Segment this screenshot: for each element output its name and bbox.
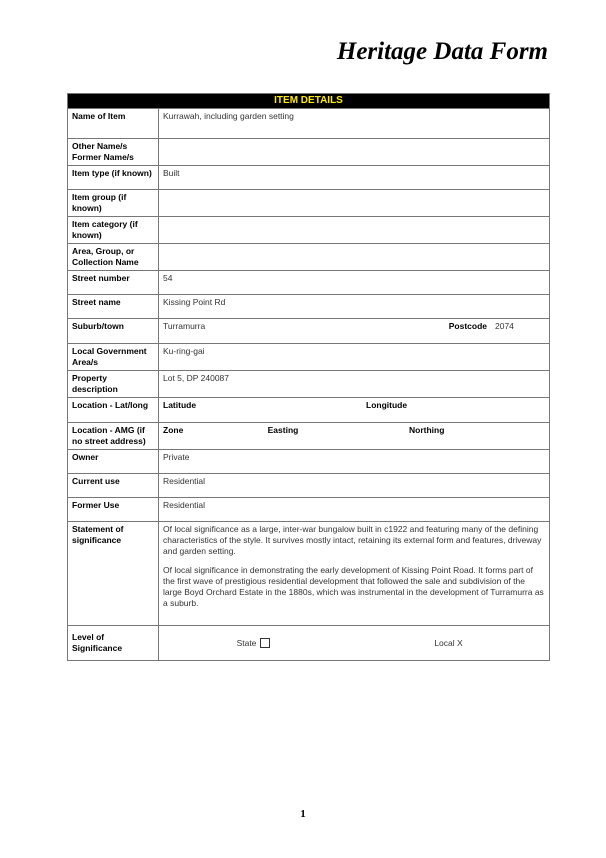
current-use-label: Current use bbox=[68, 474, 159, 498]
postcode-value: 2074 bbox=[495, 321, 514, 331]
longitude-label: Longitude bbox=[366, 400, 408, 410]
statement-para-2: Of local significance in demonstrating the early development of Kissing Point Road. It forms part of the first wave of prestigious residential development that followed the sale and subdivision of the large Boyd Orchard Estate in the 1880s, which was instrumental in the development of Turramurra as a suburb. bbox=[163, 565, 544, 608]
street-number-value: 54 bbox=[159, 271, 550, 295]
latitude-label: Latitude bbox=[163, 400, 197, 410]
former-use-value: Residential bbox=[159, 498, 550, 522]
statement-value bbox=[159, 522, 550, 626]
easting-value bbox=[317, 423, 405, 447]
northing-value bbox=[458, 423, 549, 447]
level-label: Level of Significance bbox=[68, 626, 159, 661]
northing-label: Northing bbox=[409, 425, 445, 435]
former-use-label: Former Use bbox=[68, 498, 159, 522]
current-use-value: Residential bbox=[159, 474, 550, 498]
street-number-label: Street number bbox=[68, 271, 159, 295]
longitude-value bbox=[415, 398, 549, 422]
area-group-label: Area, Group, or Collection Name bbox=[68, 244, 159, 271]
page-number: 1 bbox=[300, 808, 306, 820]
postcode-label: Postcode bbox=[448, 321, 487, 331]
name-of-item-value: Kurrawah, including garden setting bbox=[159, 109, 550, 139]
suburb-value: Turramurra bbox=[163, 321, 206, 331]
other-names-label: Other Name/s Former Name/s bbox=[68, 139, 159, 166]
state-option bbox=[159, 626, 348, 660]
state-label: State bbox=[236, 637, 257, 648]
area-group-value bbox=[159, 244, 550, 271]
form-title: Heritage Data Form bbox=[336, 38, 548, 65]
item-category-value bbox=[159, 217, 550, 244]
item-group-value bbox=[159, 190, 550, 217]
local-option: Local X bbox=[434, 637, 463, 648]
zone-value bbox=[209, 423, 249, 447]
lga-label: Local Government Area/s bbox=[68, 344, 159, 371]
latitude-value bbox=[209, 398, 362, 422]
lga-value: Ku-ring-gai bbox=[159, 344, 550, 371]
owner-value: Private bbox=[159, 450, 550, 474]
state-checkbox[interactable] bbox=[260, 638, 270, 648]
street-name-value: Kissing Point Rd bbox=[159, 295, 550, 319]
item-group-label: Item group (if known) bbox=[68, 190, 159, 217]
statement-label: Statement of significance bbox=[68, 522, 159, 626]
name-of-item-label: Name of Item bbox=[68, 109, 159, 139]
item-type-value: Built bbox=[159, 166, 550, 190]
location-latlong-label: Location - Lat/long bbox=[68, 398, 159, 423]
item-type-label: Item type (if known) bbox=[68, 166, 159, 190]
item-category-label: Item category (if known) bbox=[68, 217, 159, 244]
zone-label: Zone bbox=[163, 425, 184, 435]
location-amg-label: Location - AMG (if no street address) bbox=[68, 423, 159, 450]
section-header: ITEM DETAILS bbox=[68, 94, 550, 109]
suburb-label: Suburb/town bbox=[68, 319, 159, 344]
item-details-table bbox=[67, 93, 550, 661]
statement-para-1: Of local significance as a large, inter-war bungalow built in c1922 and featuring many of the defining characteristics of the style. It survives mostly intact, retaining its external form and features, driveway and garden setting. bbox=[163, 524, 542, 556]
other-names-value bbox=[159, 139, 550, 166]
property-description-value: Lot 5, DP 240087 bbox=[159, 371, 550, 398]
easting-label: Easting bbox=[267, 425, 299, 435]
street-name-label: Street name bbox=[68, 295, 159, 319]
property-description-label: Property description bbox=[68, 371, 159, 398]
owner-label: Owner bbox=[68, 450, 159, 474]
